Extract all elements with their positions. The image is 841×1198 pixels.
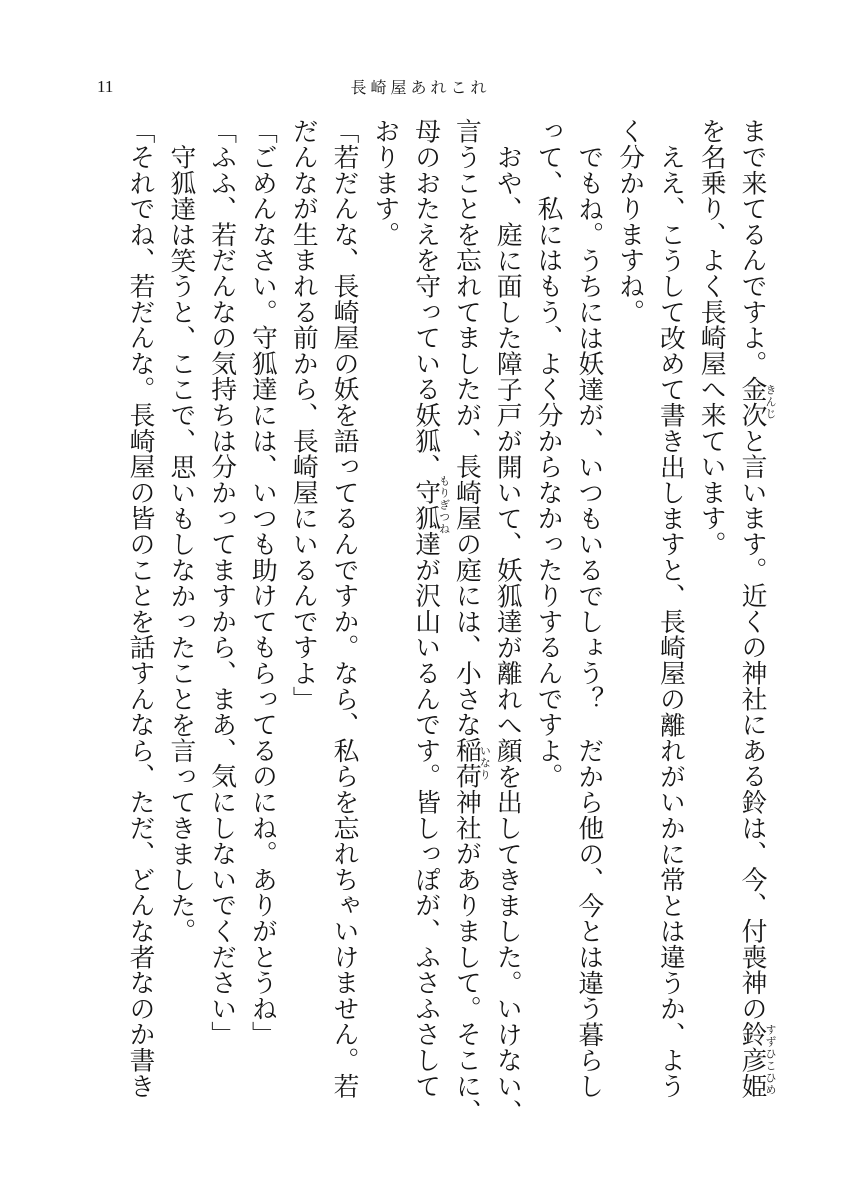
text-run: 「ふふ、若だんなの気持ちは分かってますから、まあ、気にしないでください」 — [206, 118, 237, 1047]
ruby-reading: きんじ — [764, 383, 777, 420]
text-run: と言います。近くの神社にある鈴は、今、付喪神の — [737, 427, 767, 1022]
text-run: おや、庭に面した障子戸が開いて、妖狐達が離れへ顔を出してきました。いけない、 — [492, 143, 523, 1125]
text-run: 「それでね、若だんな。長崎屋の皆のことを話すんなら、ただ、どんな者なのか書き — [125, 118, 156, 1099]
text-run: でもね。うちには妖達が、いつもいるでしょう？ だから他の、今とは違う暮らし — [573, 143, 604, 1099]
text-column — [650, 118, 691, 1130]
ruby-base: 守狐 — [410, 479, 441, 531]
text-column — [446, 118, 492, 1130]
text-column — [609, 118, 650, 1130]
text-column — [486, 118, 527, 1130]
ruby-base: 鈴彦姫 — [737, 1021, 767, 1099]
dialogue-column — [201, 118, 242, 1130]
ruby-reading: いなり — [478, 745, 492, 781]
ruby-word — [737, 1021, 777, 1099]
text-column — [568, 118, 609, 1130]
text-run: 「若だんな、長崎屋の妖を語ってるんですか。なら、私らを忘れちゃいけません。若 — [329, 118, 360, 1099]
text-run: 守狐達は笑うと、ここで、思いもしなかったことを言ってきました。 — [165, 143, 196, 944]
text-run: 「ごめんなさい。守狐達には、いつも助けてもらってるのにね。ありがとうね」 — [247, 118, 278, 1047]
text-run: おります。 — [369, 118, 400, 247]
text-run: ええ、こうして改めて書き出しますと、長崎屋の離れがいかに常とは違うか、よう — [655, 143, 686, 1099]
text-column — [690, 118, 731, 1130]
text-run: 母のおたえを守っている妖狐、 — [410, 118, 441, 480]
text-run: く分かりますね。 — [614, 118, 645, 325]
ruby-base: 金次 — [737, 376, 767, 428]
text-column — [731, 118, 777, 1130]
ruby-base: 稲荷 — [451, 737, 482, 789]
ruby-word — [451, 737, 492, 789]
dialogue-column — [242, 118, 283, 1130]
ruby-reading: すずひこひめ — [764, 1023, 777, 1096]
text-column — [364, 118, 405, 1130]
dialogue-column — [282, 118, 323, 1130]
text-run: まで来てるんですよ。 — [737, 118, 767, 376]
text-run: って、私にはもう、よく分からなかったりするんですよ。 — [533, 118, 564, 789]
ruby-reading: もりぎつね — [437, 475, 451, 535]
text-run: を名乗り、よく長崎屋へ来ています。 — [696, 118, 727, 557]
page-number: 11 — [97, 77, 114, 96]
text-run: だんなが生まれる前から、長崎屋にいるんですよ」 — [288, 118, 319, 712]
text-run: 神社がありまして。そこに、 — [451, 788, 482, 1125]
text-column — [160, 118, 201, 1130]
dialogue-column — [323, 118, 364, 1130]
ruby-word — [737, 376, 777, 428]
text-run: 達が沢山いるんです。皆しっぽが、ふさふさして — [410, 530, 441, 1099]
dialogue-column — [119, 118, 160, 1130]
text-column — [527, 118, 568, 1130]
text-run: 言うことを忘れてましたが、長崎屋の庭には、小さな — [451, 118, 482, 738]
body-text — [119, 118, 777, 1130]
text-column — [405, 118, 451, 1130]
ruby-word — [410, 475, 451, 535]
running-title: 長崎屋あれこれ — [350, 78, 491, 97]
